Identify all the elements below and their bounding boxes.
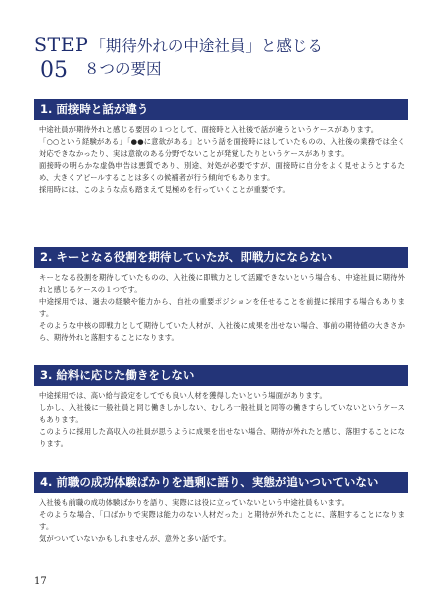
step-label: STEP [34,34,89,56]
section-body [34,493,408,545]
paragraph: 中途採用では、高い給与設定をしてでも良い人材を獲得したいという場面があります。 [39,391,327,400]
paragraph: 「○○という経験がある」「●●に意欲がある」という話を面接時にはしていたものの、入社後の業務では全く対応できなかったり、実は意欲のある分野でないことが発覚したりというケースがあります。 [39,137,405,158]
section-body [34,268,408,344]
section-heading: 3. 給料に応じた働きをしない [34,365,408,386]
section-3 [34,365,408,450]
section-body [34,120,408,196]
paragraph: このように採用した高収入の社員が思うように成果を出せない場合、期待が外れたと感じ、落胆することになります。 [39,427,405,448]
title-main-text: 「期待外れの中途社員」と感じる [90,37,323,55]
section-1 [34,99,408,196]
paragraph: 採用時には、このような点も踏まえて見極めを行っていくことが重要です。 [39,185,290,194]
paragraph: 入社後も前職の成功体験ばかりを語り、実際には役に立っていないという中途社員もいます。 [39,498,350,507]
paragraph: そのような場合、「口ばかりで実際は能力のない人材だった」と期待が外れたことに、落胆することになります。 [39,510,405,531]
page-number: 17 [34,576,47,587]
section-2 [34,247,408,344]
paragraph: 中途社員が期待外れと感じる要因の１つとして、面接時と入社後で話が違うというケースがあります。 [39,125,379,134]
section-body [34,386,408,450]
title-line-1 [34,34,323,56]
paragraph: しかし、入社後に一般社員と同じ働きしかしない、むしろ一般社員と同等の働きすらしていないというケースもあります。 [39,403,405,424]
section-heading: 2. キーとなる役割を期待していたが、即戦力にならない [34,247,408,268]
section-heading: 4. 前職の成功体験ばかりを過剰に語り、実態が追いついていない [34,472,408,493]
section-heading: 1. 面接時と話が違う [34,99,408,120]
paragraph: 面接時の明らかな虚偽申告は悪質であり、別途、対処が必要ですが、面接時に自分をよく見せようとするため、大きくアピールすることは多くの候補者が行う傾向でもあります。 [39,161,405,182]
paragraph: 中途採用では、過去の経験や能力から、自社の重要ポジションを任せることを前提に採用する場合もあります。 [39,297,405,318]
paragraph: 気がついていないかもしれませんが、意外と多い話です。 [39,534,231,543]
paragraph: キーとなる役割を期待していたものの、入社後に即戦力として活躍できないという場合も、中途社員に期待外れと感じるケースの１つです。 [39,273,405,294]
paragraph: そのような中核の即戦力として期待していた人材が、入社後に成果を出せない場合、事前の期待値の大きさから、期待外れと落胆することになります。 [39,321,405,342]
section-4 [34,472,408,545]
title-sub-text: ８つの要因 [84,60,162,78]
title-line-2 [40,58,162,83]
step-number: 05 [40,58,68,83]
